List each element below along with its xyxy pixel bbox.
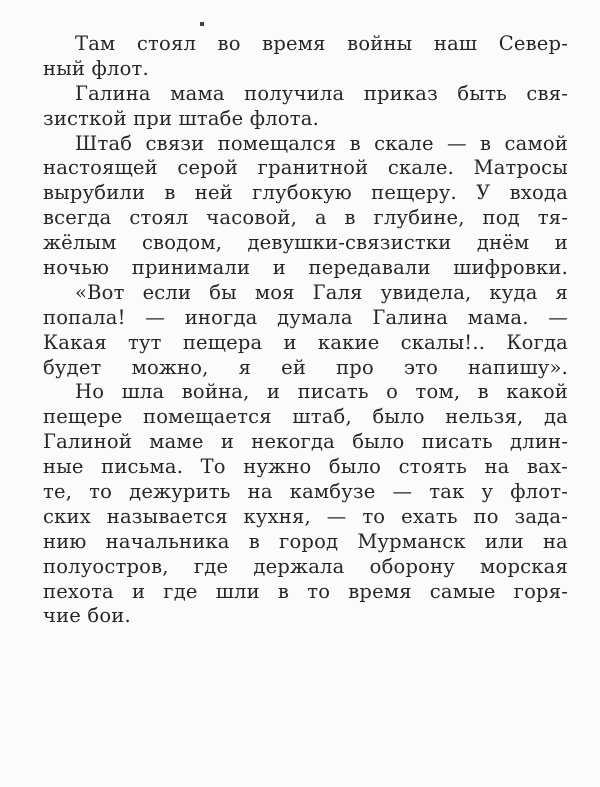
text-line: будет можно, я ей про это напишу».	[43, 355, 568, 379]
text-line: «Вот если бы моя Галя увидела, куда я	[75, 280, 568, 304]
text-line: ских называется кухня, — то ехать по зада-	[43, 504, 568, 528]
text-line: Но шла война, и писать о том, в какой	[75, 380, 568, 404]
paragraph	[43, 281, 568, 381]
text-line: те, то дежурить на камбузе — так у флот-	[43, 480, 568, 504]
text-line: попала! — иногда думала Галина мама. —	[43, 305, 568, 329]
text-line: нию начальника в город Мурманск или на	[43, 529, 568, 553]
text-line: ный флот.	[43, 56, 149, 80]
text-line: Там стоял во время войны наш Север-	[75, 32, 568, 55]
text-line: Штаб связи помещался в скале — в самой	[75, 131, 568, 155]
text-line: ные письма. То нужно было стоять на вах-	[43, 455, 568, 479]
page-text	[43, 32, 568, 629]
text-line: всегда стоял часовой, а в глубине, под тя-	[43, 206, 568, 230]
text-line: Какая тут пещера и какие скалы!.. Когда	[43, 330, 568, 354]
scan-speck	[200, 22, 204, 26]
text-line: ночью принимали и передавали шифровки.	[43, 256, 568, 280]
paragraph	[43, 380, 568, 629]
paragraph	[43, 132, 568, 281]
text-line: настоящей серой гранитной скале. Матросы	[43, 156, 568, 180]
text-line: полуостров, где держала оборону морская	[43, 554, 568, 578]
text-line: Галина мама получила приказ быть свя-	[75, 81, 568, 105]
text-line: пещере помещается штаб, было нельзя, да	[43, 405, 568, 429]
text-line: зисткой при штабе флота.	[43, 106, 319, 130]
text-line: вырубили в ней глубокую пещеру. У входа	[43, 181, 568, 205]
paragraph	[43, 32, 568, 82]
text-line: жёлым сводом, девушки-связистки днём и	[43, 231, 568, 255]
text-line: пехота и где шли в то время самые горя-	[43, 579, 568, 603]
text-line: Галиной маме и некогда было писать длин-	[43, 430, 568, 454]
paragraph	[43, 82, 568, 132]
text-line: чие бои.	[43, 604, 131, 628]
